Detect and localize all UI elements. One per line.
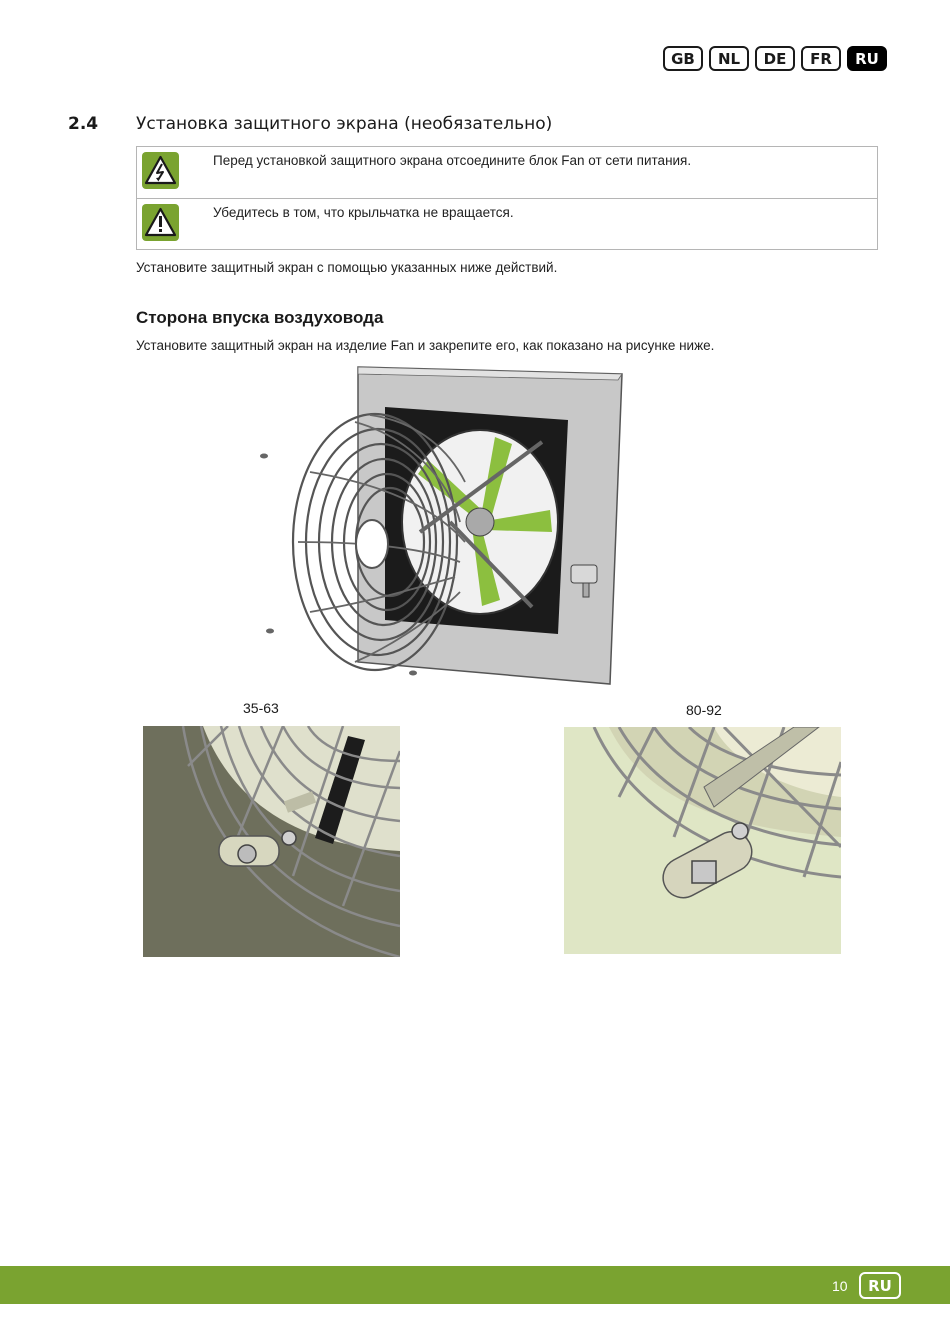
language-selector [663,46,887,71]
warning-text: Убедитесь в том, что крыльчатка не вращается. [213,205,514,220]
detail-image-80-92 [564,727,841,954]
lang-button-gb[interactable]: GB [663,46,703,71]
subsection-heading: Сторона впуска воздуховода [136,308,384,327]
warning-row [137,199,877,249]
section-number: 2.4 [68,114,99,134]
warning-row [137,147,877,199]
warning-icon [142,204,179,241]
lang-button-fr[interactable]: FR [801,46,841,71]
subsection-text: Установите защитный экран на изделие Fan и закрепите его, как показано на рисунке ниже. [136,338,715,353]
detail-image-35-63 [143,726,400,957]
footer-bar [0,1266,950,1304]
warning-text: Перед установкой защитного экрана отсоедините блок Fan от сети питания. [213,153,692,168]
warning-table [136,146,878,250]
electric-hazard-icon [142,152,179,189]
detail-label-35-63: 35-63 [243,700,279,716]
fan-guard-illustration [250,362,630,692]
detail-label-80-92: 80-92 [686,702,722,718]
footer-lang-badge: RU [859,1272,901,1299]
section-title: Установка защитного экрана (необязательно) [136,114,553,134]
page-number: 10 [832,1278,848,1294]
lang-button-de[interactable]: DE [755,46,795,71]
intro-text: Установите защитный экран с помощью указанных ниже действий. [136,260,558,275]
lang-button-nl[interactable]: NL [709,46,749,71]
lang-button-ru[interactable]: RU [847,46,887,71]
